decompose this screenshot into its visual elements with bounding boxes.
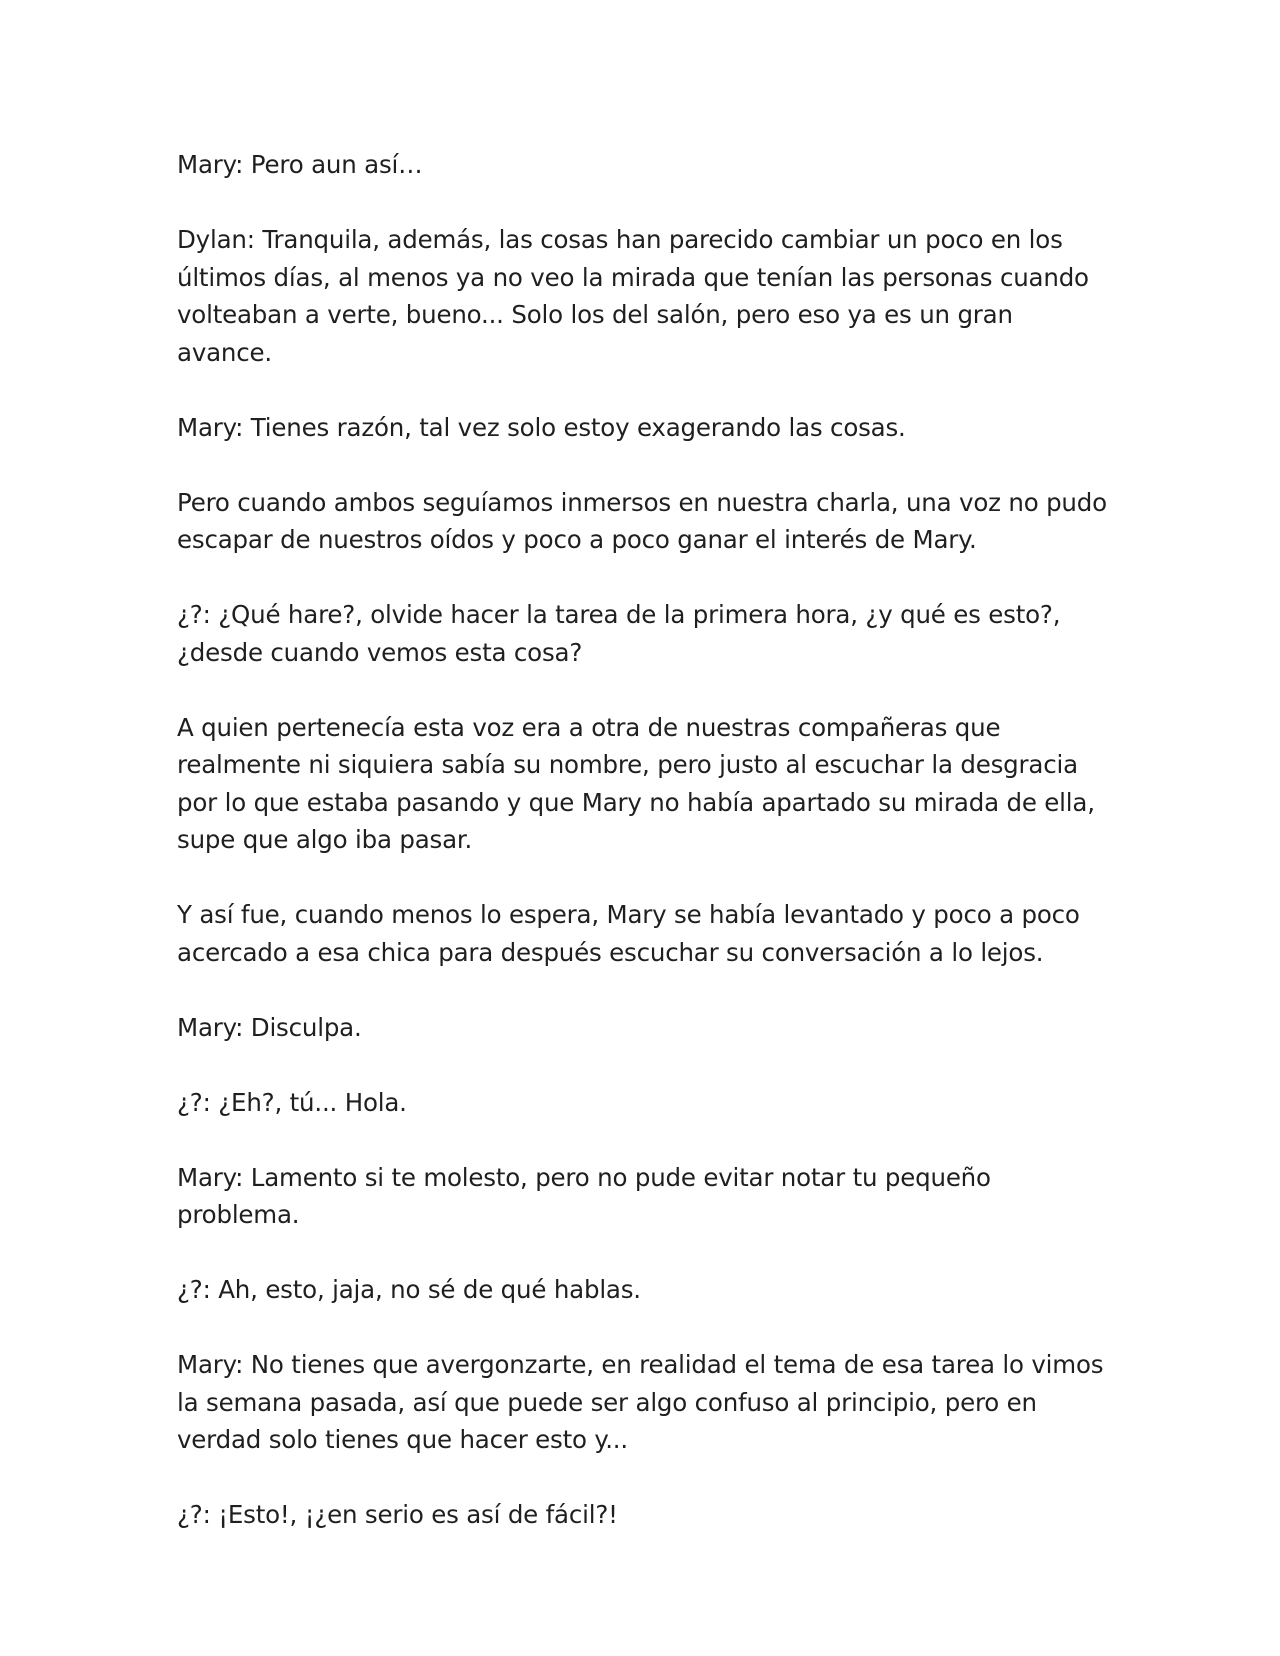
paragraph: Mary: Pero aun así… [177,150,423,179]
paragraph: Mary: No tienes que avergonzarte, en realidad el tema de esa tarea lo vimos la semana pasada, así que puede ser algo confuso al principio, pero en verdad solo tienes que hacer esto y... [177,1350,1104,1454]
paragraph: Y así fue, cuando menos lo espera, Mary se había levantado y poco a poco acercado a esa chica para después escuchar su conversación a lo lejos. [177,900,1080,967]
paragraph: Mary: Tienes razón, tal vez solo estoy exagerando las cosas. [177,412,906,442]
paragraph: Dylan: Tranquila, además, las cosas han parecido cambiar un poco en los últimos días, al menos ya no veo la mirada que tenían las personas cuando volteaban a verte, bueno... Solo los del salón, pero eso ya es un gran avance. [177,225,1089,367]
paragraph: ¿?: ¿Eh?, tú... Hola. [177,1087,407,1117]
paragraph: Mary: Lamento si te molesto, pero no pude evitar notar tu pequeño problema. [177,1162,991,1229]
paragraph: ¿?: Ah, esto, jaja, no sé de qué hablas. [177,1275,641,1304]
paragraph: A quien pertenecía esta voz era a otra de nuestras compañeras que realmente ni siquiera sabía su nombre, pero justo al escuchar la desgracia por lo que estaba pasando y que Mary no había apartado su mirada de ella, supe que algo iba pasar. [177,712,1095,854]
paragraph: ¿?: ¿Qué hare?, olvide hacer la tarea de la primera hora, ¿y qué es esto?, ¿desde cuando vemos esta cosa? [177,600,1061,667]
paragraph: ¿?: ¡Esto!, ¡¿en serio es así de fácil?! [177,1500,618,1529]
document-body [177,146,1107,1571]
paragraph: Pero cuando ambos seguíamos inmersos en nuestra charla, una voz no pudo escapar de nuestros oídos y poco a poco ganar el interés de Mary. [177,487,1107,554]
paragraph: Mary: Disculpa. [177,1012,362,1042]
